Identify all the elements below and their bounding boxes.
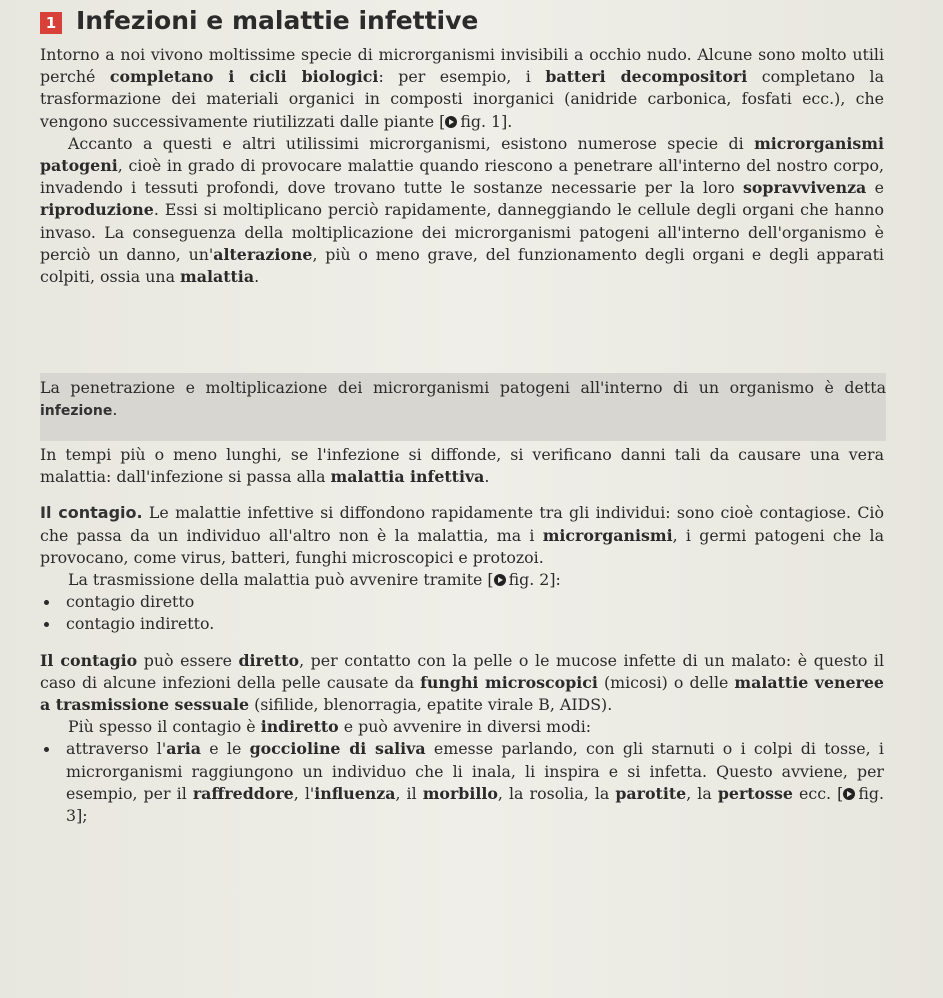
subsection-title: Il contagio. [40, 503, 143, 523]
paragraph-pathogens: Accanto a questi e altri utilissimi microrganismi, esistono numerose specie di microrganismi patogeni, cioè in grado di provocare malattie quando riescono a penetrare all'interno del nostro corpo, invadendo i tessuti profondi, dove trovano tutte le sostanze necessarie per la loro sopravvivenza e riproduzione. Essi si moltiplicano perciò rapidamente, danneggiando le cellule degli organi che hanno invaso. La conseguenza della moltiplicazione dei microrganismi patogeni all'interno dell'organismo è perciò un danno, un'alterazione, più o meno grave, del funzionamento degli organi e degli apparati colpiti, ossia una malattia. [40, 133, 885, 287]
list-item: contagio indiretto. [40, 613, 884, 635]
section-title: Infezioni e malattie infettive [76, 5, 479, 35]
paragraph-indirect-contagion: Più spesso il contagio è indiretto e può avvenire in diversi modi: [68, 717, 592, 737]
body-text-2 [40, 444, 884, 827]
indirect-ways-list [40, 738, 884, 827]
section-number-badge: 1 [40, 12, 62, 34]
paragraph-intro: Intorno a noi vivono moltissime specie di microrganismi invisibili a occhio nudo. Alcune sono molto utili perché completano i cicli biologici: per esempio, i batteri decompositori completano la trasformazione dei materiali organici in composti inorganici (anidride carbonica, fosfati ecc.), che vengono successivamente riutilizzati dalle piante [ fig. 1]. [40, 45, 884, 131]
figure-reference-icon [843, 788, 855, 800]
definition-box [40, 373, 886, 441]
figure-reference[interactable]: fig. 1 [460, 111, 502, 131]
list-item: contagio diretto [40, 591, 884, 613]
figure-reference[interactable]: fig. 3 [66, 783, 884, 826]
paragraph-infective-disease: In tempi più o meno lunghi, se l'infezione si diffonde, si verificano danni tali da causare una vera malattia: dall'infezione si passa alla malattia infettiva. [40, 445, 884, 487]
paragraph-transmission: La trasmissione della malattia può avvenire tramite [ fig. 2]: [68, 570, 561, 590]
definition-text: La penetrazione e moltiplicazione dei microrganismi patogeni all'interno di un organismo è detta infezione. [40, 378, 886, 420]
body-text [40, 44, 884, 288]
paragraph-contagio: Il contagio. Le malattie infettive si diffondono rapidamente tra gli individui: sono cioè contagiose. Ciò che passa da un individuo all'altro non è la malattia, ma i microrganismi, i germi patogeni che la provocano, come virus, batteri, funghi microscopici e protozoi. [40, 503, 884, 567]
section-heading [40, 2, 478, 38]
transmission-list [40, 591, 884, 635]
figure-reference[interactable]: fig. 2 [508, 570, 550, 590]
figure-reference-icon [494, 574, 506, 586]
figure-reference-icon [445, 116, 457, 128]
paragraph-direct-contagion: Il contagio può essere diretto, per contatto con la pelle o le mucose infette di un malato: è questo il caso di alcune infezioni della pelle causate da funghi microscopici (micosi) o delle malattie veneree a trasmissione sessuale (sifilide, blenorragia, epatite virale B, AIDS). [40, 650, 884, 715]
list-item: attraverso l'aria e le goccioline di saliva emesse parlando, con gli starnuti o i colpi di tosse, i microrganismi raggiungono un individuo che li inala, li inspira e si infetta. Questo avviene, per esempio, per il raffreddore, l'influenza, il morbillo, la rosolia, la parotite, la pertosse ecc. [ fig. 3]; [40, 738, 884, 827]
